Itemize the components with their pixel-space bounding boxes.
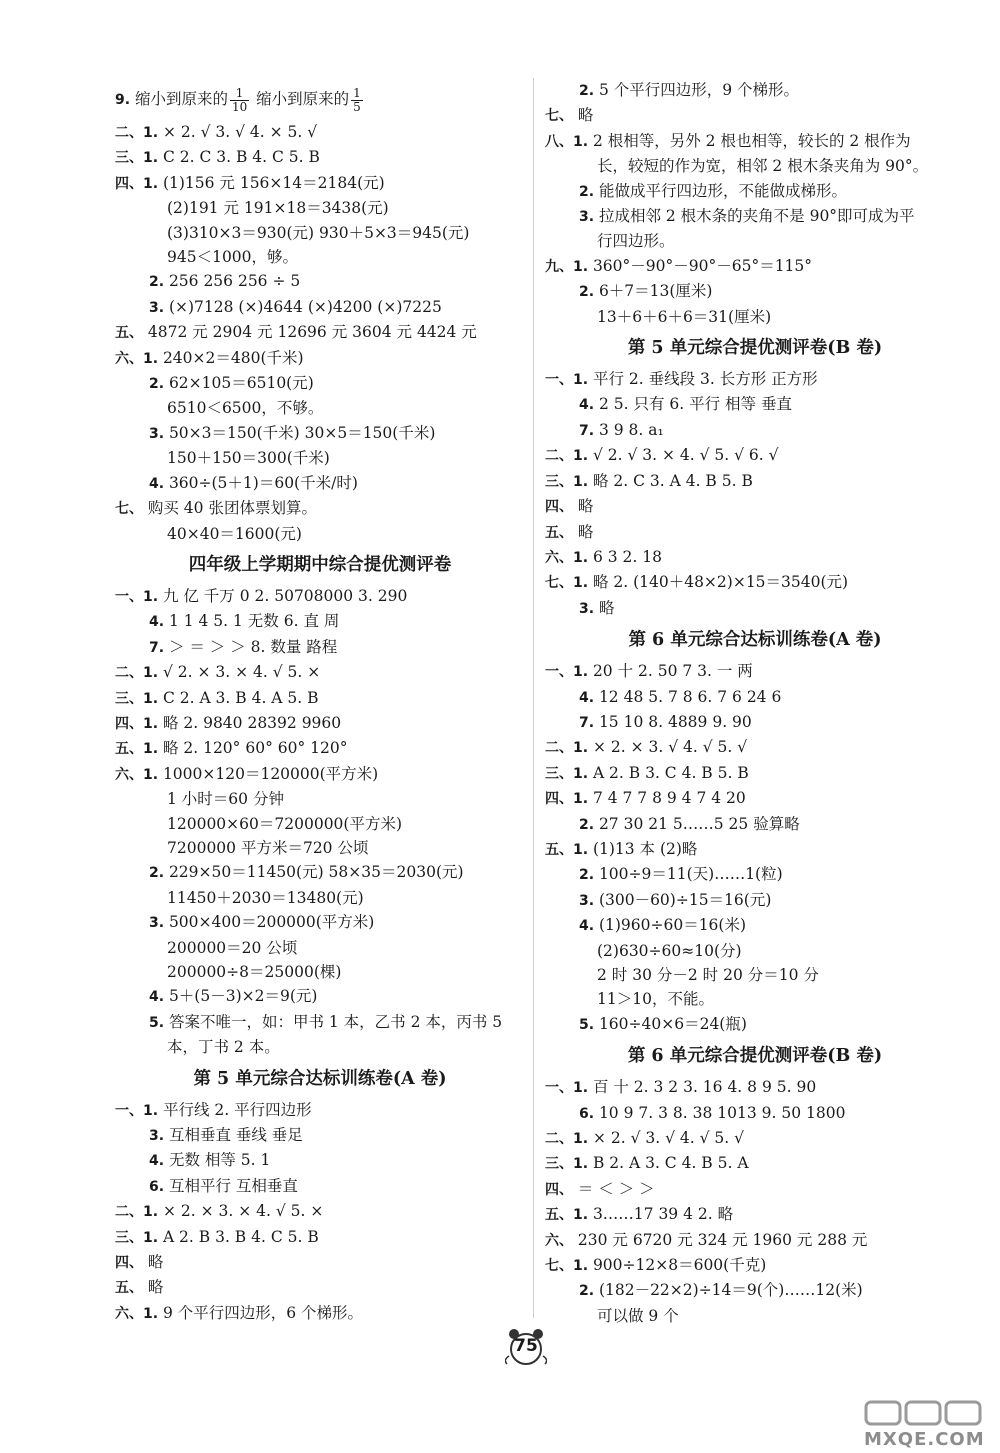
answer-line <box>115 812 525 836</box>
answer-text: (2)630÷60≈10(分) <box>597 941 742 960</box>
question-number: 五、 <box>545 524 578 541</box>
question-number: 五、1. <box>115 741 163 758</box>
answer-text: 230 元 6720 元 324 元 1960 元 288 元 <box>577 1230 868 1249</box>
question-number: 3. <box>579 892 599 909</box>
answer-text: (1)13 本 (2)略 <box>592 839 698 858</box>
answer-line <box>545 418 965 443</box>
answer-line <box>115 1199 525 1224</box>
answer-line <box>545 1101 965 1126</box>
answer-line <box>115 886 525 910</box>
answer-line <box>545 154 965 178</box>
answer-line <box>545 710 965 735</box>
question-number: 七、1. <box>545 1258 593 1275</box>
answer-line <box>115 1275 525 1300</box>
question-number: 五、 <box>115 1280 148 1297</box>
watermark-text: MXQE.COM <box>864 1429 985 1450</box>
answer-line <box>545 939 965 963</box>
question-number: 二、1. <box>545 740 593 757</box>
answer-text: 购买 40 张团体票划算。 <box>147 499 317 518</box>
answer-line <box>115 635 525 660</box>
question-number: 四、 <box>545 499 578 516</box>
answer-line <box>545 1278 965 1303</box>
answer-text: 3 9 8. a₁ <box>598 420 664 439</box>
question-number: 七、 <box>545 108 578 125</box>
answer-text: (×)7128 (×)4644 (×)4200 (×)7225 <box>168 297 442 316</box>
answer-text: C 2. C 3. B 4. C 5. B <box>162 148 320 167</box>
answer-text: 150＋150＝300(千米) <box>167 449 330 468</box>
answer-line <box>545 279 965 304</box>
question-number: 9. <box>115 92 135 108</box>
answer-text: 7 4 7 7 8 9 4 7 4 20 <box>592 789 746 808</box>
question-number: 3. <box>149 299 169 316</box>
answer-line <box>115 660 525 685</box>
answer-line <box>115 522 525 546</box>
answer-line <box>545 735 965 760</box>
answer-text: 平行线 2. 平行四边形 <box>162 1100 312 1119</box>
answer-line <box>115 711 525 736</box>
question-number: 三、1. <box>115 150 163 167</box>
answer-text: 九 亿 千万 0 2. 50708000 3. 290 <box>162 586 408 605</box>
answer-line <box>115 371 525 396</box>
answer-line <box>115 1174 525 1199</box>
question-number: 4. <box>579 689 599 706</box>
answer-line <box>545 888 965 913</box>
answer-text: 略 <box>147 1278 164 1297</box>
answer-text: ＞ ＝ ＞ ＞ 8. 数量 路程 <box>168 637 338 656</box>
question-number: 二、1. <box>115 665 163 682</box>
question-number: 2. <box>579 183 599 200</box>
answer-text: 900÷12×8＝600(千克) <box>592 1256 767 1275</box>
question-number: 2. <box>579 867 599 884</box>
question-number: 7. <box>149 639 169 656</box>
question-number: 四、 <box>115 1255 148 1272</box>
answer-line <box>115 584 525 609</box>
question-number: 二、1. <box>545 1131 593 1148</box>
question-number: 四、1. <box>115 175 163 192</box>
answer-text: 240×2＝480(千米) <box>162 348 304 367</box>
question-number: 五、 <box>115 325 148 342</box>
question-number: 七、1. <box>545 575 593 592</box>
answer-text: 略 <box>598 598 615 617</box>
answer-text: 1 1 4 5. 1 无数 6. 直 周 <box>168 612 340 631</box>
answer-text: 50×3＝150(千米) 30×5＝150(千米) <box>168 423 436 442</box>
answer-line <box>545 570 965 595</box>
answer-text: 缩小到原来的 <box>251 90 350 108</box>
answer-text: 可以做 9 个 <box>597 1306 679 1325</box>
answer-text: 略 <box>577 497 594 516</box>
answer-line <box>545 494 965 519</box>
question-number: 3. <box>579 209 599 226</box>
question-number: 2. <box>149 865 169 882</box>
answer-line <box>545 761 965 786</box>
page-number: 75 <box>514 1336 538 1356</box>
question-number: 5. <box>149 1014 169 1031</box>
question-number: 五、1. <box>545 1207 593 1224</box>
answer-line <box>545 1202 965 1227</box>
answer-text: 5 个平行四边形，9 个梯形。 <box>598 81 800 99</box>
answer-line <box>115 145 525 170</box>
answer-line <box>545 786 965 811</box>
answer-text: 200000＝20 公顷 <box>167 938 298 957</box>
answer-text: 无数 相等 5. 1 <box>168 1151 271 1170</box>
answer-text: × 2. √ 3. √ 4. × 5. √ <box>162 123 318 141</box>
answer-line <box>115 120 525 145</box>
question-number: 六、1. <box>115 1305 163 1322</box>
answer-line <box>545 129 965 154</box>
question-number: 四、 <box>545 1181 578 1198</box>
answer-text: 360°－90°－90°－65°＝115° <box>592 256 813 275</box>
left-column <box>115 78 525 1326</box>
question-number: 2. <box>579 83 599 99</box>
fraction <box>351 87 363 114</box>
answer-line <box>545 443 965 468</box>
answer-text: 略 <box>147 1253 164 1272</box>
answer-text: 1000×120＝120000(平方米) <box>162 764 379 783</box>
question-number: 一、1. <box>115 1102 163 1119</box>
answer-text: 略 2. (140＋48×2)×15＝3540(元) <box>592 573 849 592</box>
answer-text: 略 2. C 3. A 4. B 5. B <box>592 471 753 490</box>
answer-text: 4872 元 2904 元 12696 元 3604 元 4424 元 <box>147 323 477 342</box>
question-number: 4. <box>149 1153 169 1170</box>
answer-line <box>115 960 525 984</box>
answer-line <box>115 346 525 371</box>
answer-text: 20 十 2. 50 7 3. 一 两 <box>592 662 753 681</box>
answer-line <box>115 609 525 634</box>
question-number: 四、1. <box>115 715 163 732</box>
answer-text: B 2. A 3. C 4. B 5. A <box>592 1154 749 1173</box>
answer-text: 12 48 5. 7 8 6. 7 6 24 6 <box>598 687 782 706</box>
answer-line <box>115 686 525 711</box>
answer-line <box>115 910 525 935</box>
question-number: 一、1. <box>115 588 163 605</box>
answer-line <box>115 196 525 220</box>
answer-text: 3……17 39 4 2. 略 <box>592 1205 734 1224</box>
answer-text: 15 10 8. 4889 9. 90 <box>598 712 752 731</box>
answer-text: 11＞10，不能。 <box>597 990 714 1009</box>
question-number: 九、1. <box>545 258 593 275</box>
answer-line <box>545 1012 965 1037</box>
fraction-numerator: 1 <box>353 85 361 100</box>
question-number: 2. <box>149 376 169 393</box>
answer-text: 略 <box>577 522 594 541</box>
answer-line <box>545 862 965 887</box>
answer-text: 2 根相等，另外 2 根也相等，较长的 2 根作为 <box>592 131 911 150</box>
question-number: 4. <box>149 989 169 1006</box>
question-number: 一、1. <box>545 664 593 681</box>
answer-text: 40×40＝1600(元) <box>167 524 302 543</box>
answer-line <box>115 1225 525 1250</box>
section-heading: 第 5 单元综合提优测评卷(B 卷) <box>627 338 883 359</box>
answer-text: 200000÷8＝25000(棵) <box>167 963 342 981</box>
fraction-denominator: 5 <box>353 99 361 114</box>
answer-text: 120000×60＝7200000(平方米) <box>167 814 403 833</box>
answer-line <box>115 421 525 446</box>
answer-line <box>545 520 965 545</box>
question-number: 二、1. <box>115 1204 163 1221</box>
question-number: 2. <box>579 816 599 833</box>
question-number: 一、1. <box>545 372 593 389</box>
answer-text: 9 个平行四边形，6 个梯形。 <box>162 1303 364 1322</box>
answer-text: × 2. × 3. √ 4. √ 5. √ <box>592 738 748 757</box>
question-number: 4. <box>579 918 599 935</box>
question-number: 2. <box>149 274 169 291</box>
answer-line <box>545 1075 965 1100</box>
answer-text: ＝ ＜ ＞ ＞ <box>577 1179 655 1198</box>
answer-text: (1)960÷60＝16(米) <box>598 916 747 935</box>
answer-text: 360÷(5＋1)＝60(千米/时) <box>168 473 358 492</box>
answer-line <box>545 254 965 279</box>
question-number: 五、1. <box>545 841 593 858</box>
answer-text: A 2. B 3. B 4. C 5. B <box>162 1227 319 1246</box>
answer-line <box>115 1098 525 1123</box>
answer-text: 行四边形。 <box>597 232 675 251</box>
question-number: 七、 <box>115 501 148 518</box>
answer-line <box>545 963 965 987</box>
answer-line <box>115 762 525 787</box>
page-footer <box>0 1318 1000 1378</box>
answer-line <box>545 469 965 494</box>
answer-line <box>115 936 525 960</box>
answer-text: 6510＜6500，不够。 <box>167 399 324 418</box>
answer-line <box>545 103 965 128</box>
question-number: 4. <box>579 397 599 414</box>
answer-text: 1 小时＝60 分钟 <box>167 790 284 809</box>
answer-text: (2)191 元 191×18＝3438(元) <box>167 199 389 218</box>
question-number: 7. <box>579 422 599 439</box>
answer-text: √ 2. × 3. × 4. √ 5. × <box>162 663 321 682</box>
question-number: 4. <box>149 614 169 631</box>
section-heading: 第 6 单元综合达标训练卷(A 卷) <box>628 630 882 651</box>
fraction <box>230 87 249 114</box>
question-number: 3. <box>149 425 169 442</box>
answer-line <box>115 736 525 761</box>
answer-line <box>115 320 525 345</box>
fraction-numerator: 1 <box>230 87 249 101</box>
answer-text: (1)156 元 156×14＝2184(元) <box>162 173 385 192</box>
question-number: 三、1. <box>545 765 593 782</box>
question-number: 六、1. <box>115 766 163 783</box>
answer-line <box>545 1228 965 1253</box>
answer-text: 拉成相邻 2 根木条的夹角不是 90°即可成为平 <box>598 207 915 226</box>
answer-text: (182－22×2)÷14＝9(个)……12(米) <box>598 1281 863 1300</box>
answer-line <box>545 367 965 392</box>
answer-text: 2 5. 只有 6. 平行 相等 垂直 <box>598 395 792 414</box>
answer-text: A 2. B 3. C 4. B 5. B <box>592 763 749 782</box>
column-divider <box>533 78 534 1318</box>
answer-text: × 2. × 3. × 4. √ 5. × <box>162 1202 324 1221</box>
answer-text: 互相平行 互相垂直 <box>168 1176 298 1195</box>
answer-text: 平行 2. 垂线段 3. 长方形 正方形 <box>592 370 818 389</box>
question-number: 3. <box>579 600 599 617</box>
answer-line <box>545 204 965 229</box>
answer-text: 百 十 2. 3 2 3. 16 4. 8 9 5. 90 <box>592 1078 817 1097</box>
answer-line <box>545 1151 965 1176</box>
question-number: 三、1. <box>115 1229 163 1246</box>
question-number: 二、1. <box>115 125 163 141</box>
answer-line <box>545 179 965 204</box>
answer-line <box>115 171 525 196</box>
answer-text: × 2. √ 3. √ 4. √ 5. √ <box>592 1129 745 1148</box>
answer-text: 缩小到原来的 <box>134 90 228 108</box>
answer-text: 略 2. 120° 60° 60° 120° <box>162 739 348 758</box>
answer-line <box>115 295 525 320</box>
answer-text: 2 时 30 分－2 时 20 分＝10 分 <box>597 966 819 984</box>
question-number: 一、1. <box>545 1080 593 1097</box>
section-heading: 第 5 单元综合达标训练卷(A 卷) <box>193 1068 447 1089</box>
question-number: 2. <box>579 1283 599 1300</box>
answer-line <box>115 269 525 294</box>
answer-line <box>115 1123 525 1148</box>
answer-line <box>115 1250 525 1275</box>
answer-text: 5＋(5－3)×2＝9(元) <box>168 987 318 1006</box>
answer-line <box>115 1148 525 1173</box>
answer-line <box>115 984 525 1009</box>
question-number: 3. <box>149 915 169 932</box>
answer-text: 256 256 256 ÷ 5 <box>168 272 301 291</box>
answer-line <box>545 78 965 103</box>
answer-line <box>115 471 525 496</box>
answer-text: 229×50＝11450(元) 58×35＝2030(元) <box>168 863 464 882</box>
answer-text: 答案不唯一，如：甲书 1 本，乙书 2 本，丙书 5 <box>168 1012 503 1031</box>
answer-line <box>545 1126 965 1151</box>
answer-line <box>545 837 965 862</box>
answer-line <box>115 221 525 245</box>
question-number: 5. <box>579 1016 599 1033</box>
answer-line <box>545 229 965 253</box>
answer-text: 6＋7＝13(厘米) <box>598 282 713 301</box>
answer-line <box>545 392 965 417</box>
answer-line <box>115 787 525 811</box>
answer-text: 13＋6＋6＋6＝31(厘米) <box>597 307 772 326</box>
answer-line <box>545 812 965 837</box>
watermark-logo <box>860 1400 990 1450</box>
answer-text: 11450＋2030＝13480(元) <box>167 888 364 907</box>
question-number: 六、 <box>545 1232 578 1249</box>
answer-line <box>115 1010 525 1035</box>
answer-text: (3)310×3＝930(元) 930＋5×3＝945(元) <box>167 223 470 242</box>
answer-line <box>545 305 965 329</box>
answer-text: 160÷40×6＝24(瓶) <box>598 1014 747 1033</box>
answer-line <box>115 446 525 470</box>
answer-text: 能做成平行四边形，不能做成梯形。 <box>598 181 847 200</box>
question-number: 六、1. <box>115 350 163 367</box>
question-number: 6. <box>579 1105 599 1122</box>
answer-line <box>115 860 525 885</box>
answer-line <box>115 245 525 269</box>
question-number: 四、1. <box>545 791 593 808</box>
section-heading: 四年级上学期期中综合提优测评卷 <box>188 554 452 575</box>
question-number: 八、1. <box>545 133 593 150</box>
question-number: 六、1. <box>545 549 593 566</box>
answer-line <box>545 596 965 621</box>
answer-text: 略 2. 9840 28392 9960 <box>162 713 342 732</box>
section-heading: 第 6 单元综合提优测评卷(B 卷) <box>627 1046 883 1067</box>
question-number: 3. <box>149 1128 169 1145</box>
answer-text: √ 2. √ 3. × 4. √ 5. √ 6. √ <box>592 446 779 465</box>
answer-line <box>545 913 965 938</box>
answer-text: 本，丁书 2 本。 <box>167 1038 280 1057</box>
answer-line <box>115 78 525 120</box>
answer-line <box>545 685 965 710</box>
answer-text: (300－60)÷15＝16(元) <box>598 890 772 909</box>
answer-text: 6 3 2. 18 <box>592 547 662 566</box>
answer-text: 略 <box>577 106 594 125</box>
answer-line <box>115 396 525 420</box>
question-number: 4. <box>149 475 169 492</box>
answer-text: 7200000 平方米＝720 公顷 <box>167 838 369 857</box>
answer-line <box>545 987 965 1011</box>
question-number: 6. <box>149 1178 169 1195</box>
question-number: 二、1. <box>545 448 593 465</box>
fraction-denominator: 10 <box>231 99 248 114</box>
question-number: 7. <box>579 714 599 731</box>
question-number: 三、1. <box>545 473 593 490</box>
question-number: 2. <box>579 284 599 301</box>
answer-line <box>545 545 965 570</box>
answer-line <box>545 1253 965 1278</box>
question-number: 三、1. <box>115 690 163 707</box>
answer-line <box>545 1177 965 1202</box>
answer-line <box>115 496 525 521</box>
answer-text: 500×400＝200000(平方米) <box>168 913 375 932</box>
answer-text: 长，较短的作为宽，相邻 2 根木条夹角为 90°。 <box>597 157 929 176</box>
answer-text: 100÷9＝11(天)……1(粒) <box>598 865 783 884</box>
answer-line <box>115 836 525 860</box>
answer-text: 62×105＝6510(元) <box>168 374 314 393</box>
answer-line <box>545 659 965 684</box>
answer-text: 945＜1000，够。 <box>167 248 299 267</box>
answer-text: 27 30 21 5……5 25 验算略 <box>598 814 800 833</box>
answer-text: 互相垂直 垂线 垂足 <box>168 1126 303 1145</box>
answer-line <box>115 1035 525 1059</box>
answer-text: 10 9 7. 3 8. 38 1013 9. 50 1800 <box>598 1103 846 1122</box>
right-column <box>545 78 965 1328</box>
answer-text: C 2. A 3. B 4. A 5. B <box>162 688 319 707</box>
question-number: 三、1. <box>545 1156 593 1173</box>
